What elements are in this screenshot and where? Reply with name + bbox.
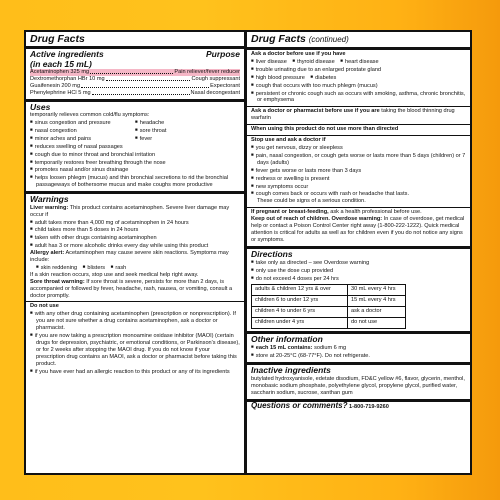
other-information-section: [247, 331, 470, 362]
do-not-use-section: [26, 301, 244, 377]
ingredient-row: Dextromethorphan HBr 10 mg Cough suppressant: [30, 75, 240, 82]
pregnancy-section: If pregnant or breast-feeding, ask a health professional before use. Keep out of reach of children. Overdose warning: In case of overdose, get medical help or contact a Poison Control Center right away (1-800-222-1222). Quick medical attention is critical for adults as well as for children even if you do not notice any signs or symptoms.: [247, 207, 470, 246]
dosage-table: [251, 284, 406, 329]
drug-facts-right-panel: [246, 30, 472, 475]
condition-row: ■ high blood pressure ■ diabetes: [251, 74, 466, 82]
ask-pharmacist-section: Ask a doctor or pharmacist before use if you are taking the blood thinning drug warfarin: [247, 106, 470, 124]
list-item: ■ helps loosen phlegm (mucus) and thin bronchial secretions to rid the bronchial passageways of bothersome mucus and make coughs more productive: [30, 174, 240, 189]
ask-doctor-heading: Ask a doctor before use if you have: [251, 51, 346, 57]
list-item: ■ you get nervous, dizzy or sleepless: [251, 144, 466, 152]
inactive-ingredients-section: [247, 362, 470, 398]
list-item: ■ take only as directed – see Overdose warning: [251, 259, 466, 267]
ask-doctor-section: [247, 47, 470, 106]
questions-label: Questions or comments?: [251, 400, 348, 410]
allergy-after: If a skin reaction occurs, stop use and seek medical help right away.: [30, 271, 199, 278]
stop-use-note: These could be signs of a serious condition.: [257, 198, 366, 205]
list-item: ■ temporarily restores freer breathing through the nose: [30, 159, 240, 167]
list-item: ■ fever gets worse or lasts more than 3 days: [251, 167, 466, 175]
allergy-alert: Allergy alert: Acetaminophen may cause severe skin reactions. Symptoms may include:: [30, 250, 229, 264]
directions-section: [247, 246, 470, 331]
ingredient-row: Phenylephrine HCl 5 mg Nasal decongestant: [30, 89, 240, 96]
list-item: ■ minor aches and pains: [30, 135, 135, 143]
active-ingredients-heading: Active ingredients: [30, 49, 104, 59]
inactive-ingredients-text: butylated hydroxyanisole, edetate disodium, FD&C yellow #6, flavor, glycerin, menthol, monobasic sodium phosphate, polyethylene glycol, propylene glycol, purified water, saccharin sodium, sucrose, xanthan gum: [251, 375, 465, 396]
warnings-heading: Warnings: [30, 194, 69, 205]
list-item: ■ sinus congestion and pressure: [30, 119, 135, 127]
purpose-heading: Purpose: [205, 49, 240, 59]
active-ingredients-section: [26, 46, 244, 99]
list-item: ■ adult takes more than 4,000 mg of acetaminophen in 24 hours: [30, 219, 240, 227]
list-item: ■ adult has 3 or more alcoholic drinks every day while using this product: [30, 242, 240, 250]
list-item: ■ pain, nasal congestion, or cough gets worse or lasts more than 5 days (children) or 7 days (adults): [251, 152, 466, 167]
inactive-ingredients-heading: Inactive ingredients: [251, 365, 331, 376]
list-item: ■ trouble urinating due to an enlarged prostate gland: [251, 66, 466, 74]
table-row: children 6 to under 12 yrs 15 mL every 4 hrs: [252, 295, 406, 306]
uses-heading: Uses: [30, 101, 51, 112]
drug-facts-title: Drug Facts: [30, 33, 85, 45]
stop-use-section: [247, 135, 470, 207]
list-item: ■ headache: [135, 119, 240, 127]
list-item: ■ if you have ever had an allergic reaction to this product or any of its ingredients: [30, 368, 240, 376]
list-item: ■ cough due to minor throat and bronchial irritation: [30, 151, 240, 159]
questions-section: [247, 399, 470, 413]
stop-use-heading: Stop use and ask a doctor if: [251, 137, 326, 144]
list-item: ■ taken with other drugs containing acetaminophen: [30, 234, 240, 242]
table-row: children 4 to under 6 yrs ask a doctor: [252, 306, 406, 317]
list-item: ■ new symptoms occur: [251, 183, 466, 191]
list-item: ■ if you are now taking a prescription monoamine oxidase inhibitor (MAOI) (certain drugs for depression, psychiatric, or emotional conditions, or Parkinson's disease), or for 2 weeks after stopping the MAOI drug. If you do not know if your prescription drug contains an MAOI, ask a doctor or pharmacist before taking this product.: [30, 332, 240, 368]
drug-facts-continued-title: Drug Facts (continued): [251, 33, 349, 45]
uses-intro: temporarily relieves common cold/flu symptoms:: [30, 112, 150, 119]
active-ingredients-sub: (in each 15 mL): [30, 58, 92, 69]
directions-heading: Directions: [251, 248, 293, 259]
condition-row: ■ liver disease ■ thyroid disease ■ heart disease: [251, 58, 466, 66]
list-item: ■ reduces swelling of nasal passages: [30, 143, 240, 151]
list-item: ■ do not exceed 4 doses per 24 hrs: [251, 275, 466, 283]
list-item: ■ with any other drug containing acetaminophen (prescription or nonprescription). If you are not sure whether a drug contains acetaminophen, ask a doctor or pharmacist.: [30, 310, 240, 332]
uses-section: [26, 99, 244, 192]
do-not-use-heading: Do not use: [30, 303, 59, 310]
list-item: ■ cough that occurs with too much phlegm (mucus): [251, 82, 466, 90]
list-item: ■ cough comes back or occurs with rash or headache that lasts.: [251, 190, 466, 198]
table-row: adults & children 12 yrs & over 30 mL every 4 hrs: [252, 284, 406, 295]
list-item: ■ sore throat: [135, 127, 240, 135]
phone-number: 1-800-719-9260: [349, 403, 389, 410]
allergy-symptoms: ■ skin reddening ■ blisters ■ rash: [30, 264, 240, 272]
sore-throat-warning: Sore throat warning: If sore throat is severe, persists for more than 2 days, is accompanied or followed by fever, headache, rash, nausea, or vomiting, consult a doctor promptly.: [30, 278, 233, 299]
list-item: ■ nasal congestion: [30, 127, 135, 135]
list-item: ■ child takes more than 5 doses in 24 hours: [30, 226, 240, 234]
ingredient-row: Acetaminophen 325 mg Pain reliever/fever reducer: [30, 69, 240, 75]
other-information-heading: Other information: [251, 333, 323, 344]
list-item: ■ fever: [135, 135, 240, 143]
list-item: ■ store at 20-25°C (68-77°F). Do not refrigerate.: [251, 352, 466, 360]
table-row: children under 4 yrs do not use: [252, 317, 406, 328]
list-item: ■ persistent or chronic cough such as occurs with smoking, asthma, chronic bronchitis, or emphysema: [251, 90, 466, 105]
warnings-section: [26, 191, 244, 301]
ingredient-row: Guaifenesin 200 mg Expectorant: [30, 82, 240, 89]
list-item: ■ each 15 mL contains: sodium 6 mg: [251, 344, 466, 352]
liver-warning: Liver warning: This product contains acetaminophen. Severe liver damage may occur if: [30, 204, 230, 218]
when-using-section: When using this product do not use more than directed: [247, 124, 470, 135]
list-item: ■ promotes nasal and/or sinus drainage: [30, 166, 240, 174]
list-item: ■ only use the dose cup provided: [251, 267, 466, 275]
list-item: ■ redness or swelling is present: [251, 175, 466, 183]
drug-facts-left-panel: [24, 30, 246, 475]
